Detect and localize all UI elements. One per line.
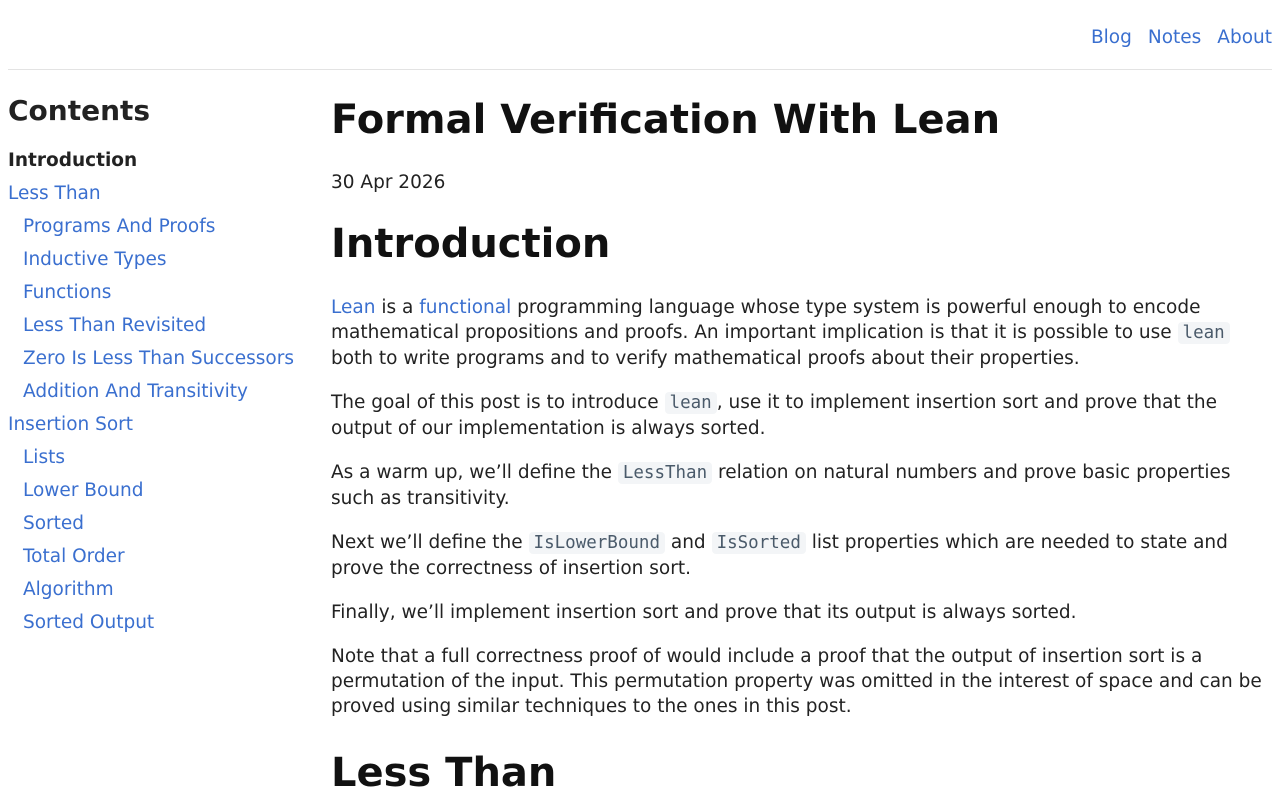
nav-link-notes[interactable]: Notes bbox=[1147, 27, 1202, 48]
toc-link[interactable]: Sorted bbox=[23, 513, 85, 534]
section-heading-less-than: Less Than bbox=[331, 750, 557, 796]
toc-link[interactable]: Addition And Transitivity bbox=[23, 381, 248, 402]
toc-item[interactable] bbox=[8, 342, 318, 375]
nav-link-blog[interactable]: Blog bbox=[1090, 27, 1132, 48]
link-functional[interactable]: functional bbox=[419, 297, 512, 318]
article-title: Formal Verification With Lean bbox=[331, 97, 1001, 143]
code-islowerbound: IsLowerBound bbox=[529, 532, 665, 554]
paragraph-6: Note that a full correctness proof of would include a proof that the output of insertion sort is a permutation of the input. This permutation property was omitted in the interest of space and can be proved using similar techniques to the ones in this post. bbox=[331, 646, 1262, 717]
toc-item[interactable] bbox=[8, 177, 318, 210]
link-lean[interactable]: Lean bbox=[331, 297, 376, 318]
toc-item[interactable] bbox=[8, 540, 318, 573]
code-lean: lean bbox=[1178, 322, 1230, 344]
paragraph-5: Finally, we’ll implement insertion sort and prove that its output is always sorted. bbox=[331, 602, 1077, 623]
toc-item[interactable] bbox=[8, 507, 318, 540]
code-issorted: IsSorted bbox=[712, 532, 806, 554]
toc-link[interactable]: Lists bbox=[23, 447, 65, 468]
toc-item[interactable] bbox=[8, 144, 318, 177]
toc-link[interactable]: Functions bbox=[23, 282, 112, 303]
code-lean: lean bbox=[665, 392, 717, 414]
toc-link[interactable]: Insertion Sort bbox=[8, 414, 134, 435]
toc-list bbox=[8, 144, 318, 639]
paragraph-3: As a warm up, we’ll define the LessThan relation on natural numbers and prove basic properties such as transitivity. bbox=[331, 462, 1231, 509]
toc-item[interactable] bbox=[8, 573, 318, 606]
toc-link[interactable]: Programs And Proofs bbox=[23, 216, 216, 237]
toc-item[interactable] bbox=[8, 309, 318, 342]
header-divider bbox=[8, 69, 1272, 70]
toc-item[interactable] bbox=[8, 606, 318, 639]
contents-title: Contents bbox=[8, 94, 151, 127]
table-of-contents bbox=[8, 92, 318, 639]
toc-link[interactable]: Sorted Output bbox=[23, 612, 155, 633]
toc-item[interactable] bbox=[8, 276, 318, 309]
toc-link[interactable]: Lower Bound bbox=[23, 480, 144, 501]
toc-link[interactable]: Total Order bbox=[23, 546, 125, 567]
toc-item[interactable] bbox=[8, 375, 318, 408]
paragraph-1: Lean is a functional programming language whose type system is powerful enough to encode mathematical propositions and proofs. An important implication is that it is possible to use lean both to write programs and to verify mathematical proofs about their properties. bbox=[331, 295, 1272, 371]
section-heading-introduction: Introduction bbox=[331, 221, 611, 267]
toc-link[interactable]: Inductive Types bbox=[23, 249, 167, 270]
toc-link[interactable]: Less Than bbox=[8, 183, 101, 204]
toc-link[interactable]: Less Than Revisited bbox=[23, 315, 207, 336]
toc-link[interactable]: Algorithm bbox=[23, 579, 114, 600]
top-nav bbox=[1091, 25, 1272, 51]
toc-item[interactable] bbox=[8, 408, 318, 441]
nav-link-about[interactable]: About bbox=[1217, 27, 1272, 48]
toc-item[interactable] bbox=[8, 243, 318, 276]
article bbox=[331, 92, 1272, 801]
toc-item-label: Introduction bbox=[8, 150, 138, 171]
toc-item[interactable] bbox=[8, 474, 318, 507]
code-lessthan: LessThan bbox=[618, 462, 712, 484]
article-date: 30 Apr 2026 bbox=[331, 172, 446, 193]
toc-item[interactable] bbox=[8, 210, 318, 243]
paragraph-2: The goal of this post is to introduce lean , use it to implement insertion sort and prove that the output of our implementation is always sorted. bbox=[331, 392, 1217, 439]
toc-link[interactable]: Zero Is Less Than Successors bbox=[23, 348, 294, 369]
paragraph-4: Next we’ll define the IsLowerBound and IsSorted list properties which are needed to state and prove the correctness of insertion sort. bbox=[331, 532, 1228, 579]
toc-item[interactable] bbox=[8, 441, 318, 474]
